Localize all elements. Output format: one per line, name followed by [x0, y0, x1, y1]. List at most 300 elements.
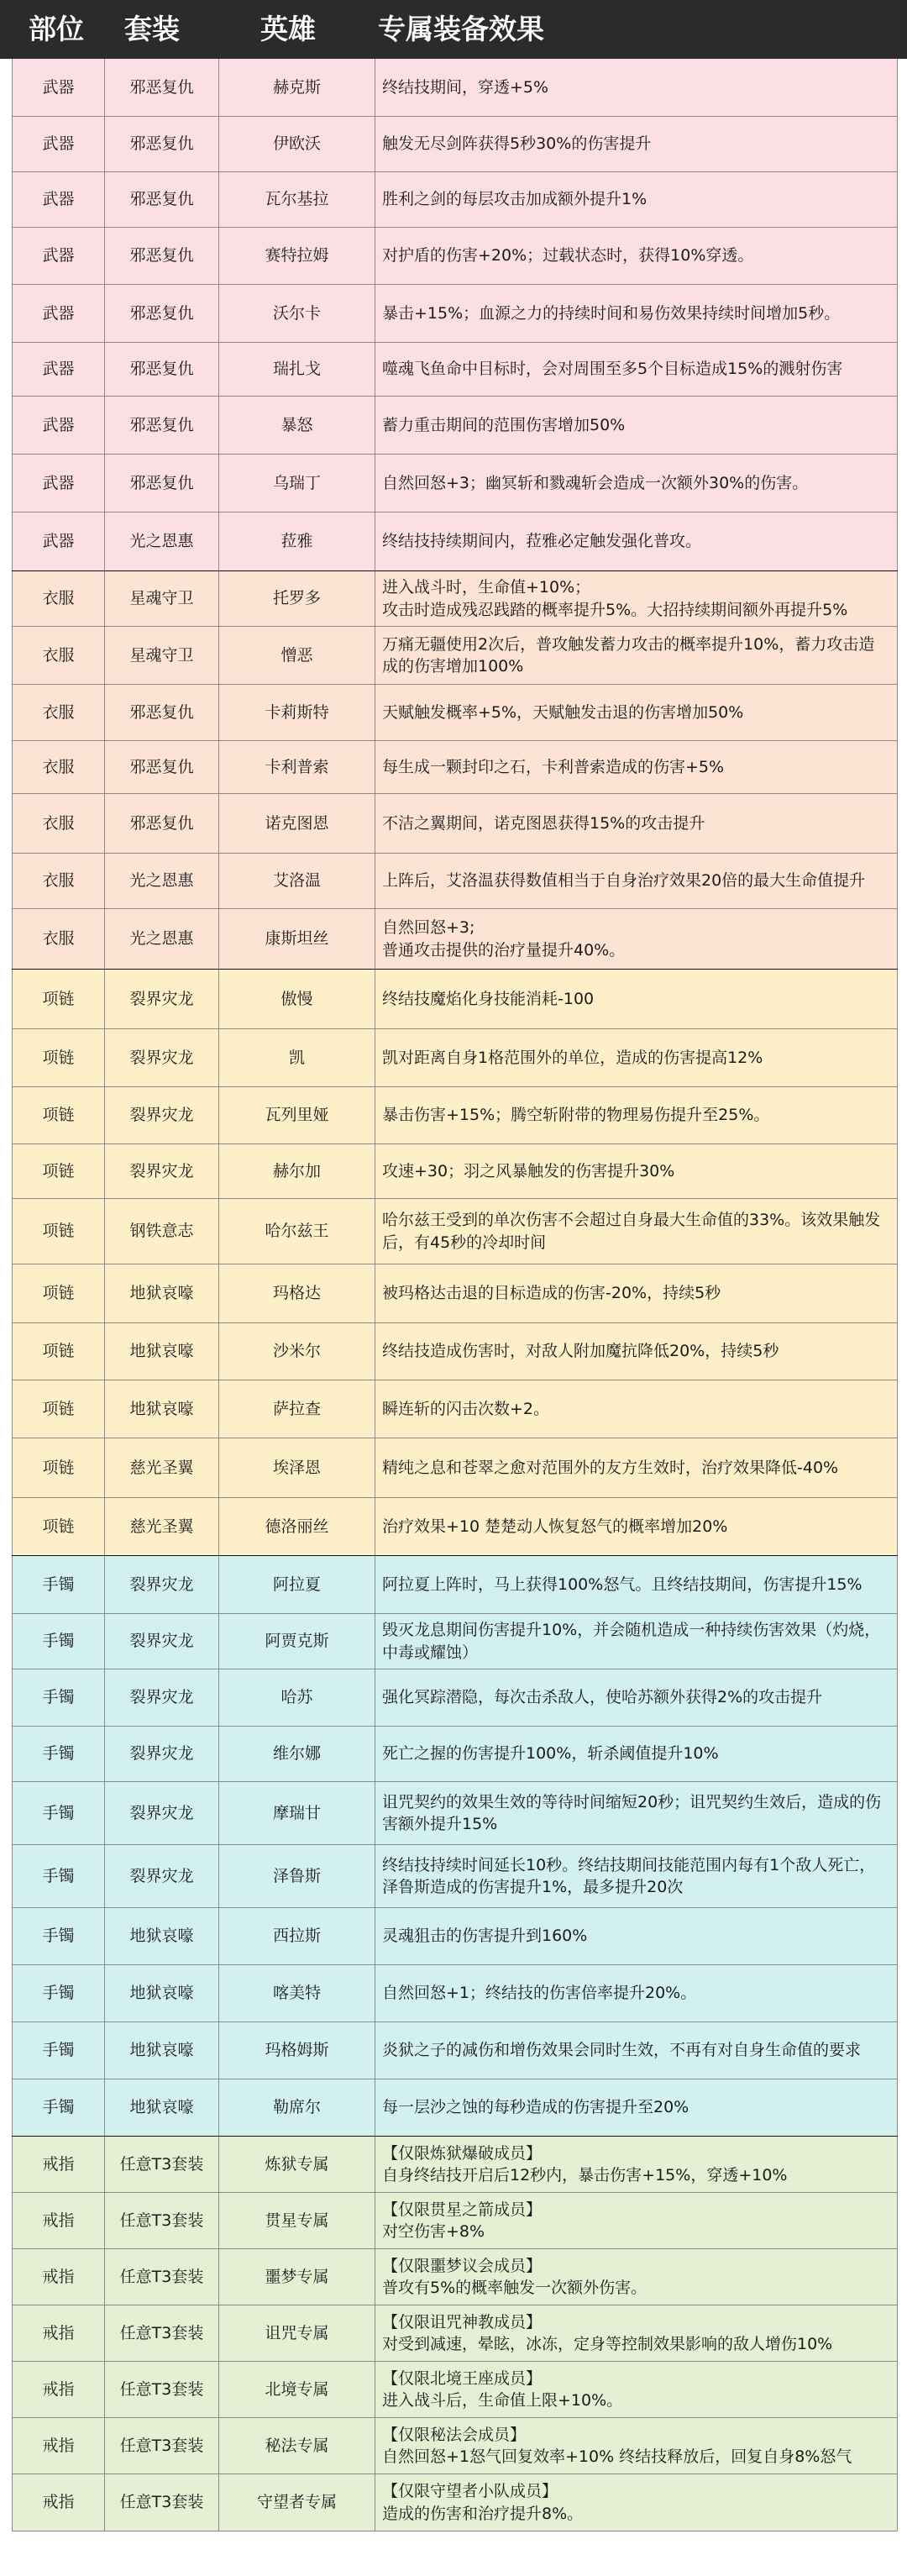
slot-cell-text: 项链: [42, 1161, 75, 1180]
set-cell: [104, 2474, 218, 2531]
table-row: [12, 1380, 898, 1438]
slot-cell: [12, 228, 104, 285]
slot-cell-text: 衣服: [42, 702, 75, 722]
set-cell: [104, 2362, 218, 2418]
hero-cell: [218, 228, 375, 285]
set-cell-text: 光之恩惠: [129, 871, 194, 891]
slot-cell-text: 手镯: [42, 1575, 75, 1594]
slot-cell-text: 项链: [42, 1284, 75, 1303]
effect-cell-text: 自然回怒+1；终结技的伤害倍率提升20%。: [382, 1984, 697, 2003]
hero-cell-text: 贯星专属: [265, 2211, 329, 2230]
hero-cell: [218, 285, 375, 343]
table-row: [12, 59, 898, 117]
table-row: [12, 1614, 898, 1669]
set-cell: [104, 455, 218, 513]
hero-cell-text: 赫尔加: [272, 1161, 321, 1180]
table-row: [12, 627, 898, 685]
hero-cell: [218, 117, 375, 172]
set-cell-text: 裂界灾龙: [129, 989, 194, 1008]
slot-cell: [12, 117, 104, 172]
hero-cell-text: 傲慢: [280, 989, 313, 1008]
effect-cell: [375, 970, 898, 1029]
effect-cell: [375, 854, 898, 909]
effect-cell-text: 死亡之握的伤害提升100%，斩杀阈值提升10%: [382, 1744, 719, 1764]
effect-cell: [375, 117, 898, 172]
effect-cell-text: 阿拉夏上阵时，马上获得100%怒气。且终结技期间，伤害提升15%: [382, 1575, 862, 1594]
effect-cell: [375, 228, 898, 285]
hero-cell: [218, 685, 375, 741]
effect-cell-text: 攻速+30；羽之风暴触发的伤害提升30%: [382, 1161, 675, 1180]
hero-cell-text: 乌瑞丁: [272, 473, 321, 492]
effect-cell-text: 哈尔兹王受到的单次伤害不会超过自身最大生命值的33%。该效果触发后，有45秒的冷却时间: [382, 1211, 881, 1252]
slot-cell-text: 武器: [42, 77, 75, 97]
set-cell: [104, 794, 218, 854]
hero-cell-text: 西拉斯: [272, 1927, 321, 1946]
hero-cell: [218, 2022, 375, 2079]
slot-cell-text: 衣服: [42, 929, 75, 949]
table-row: [12, 2249, 898, 2305]
hero-cell-text: 北境专属: [265, 2379, 329, 2399]
slot-cell-text: 戒指: [42, 2493, 75, 2512]
effect-cell-text: 【仅限贯星之箭成员】 对空伤害+8%: [382, 2200, 543, 2241]
slot-cell-text: 戒指: [42, 2267, 75, 2286]
effect-cell: [375, 2022, 898, 2079]
hero-cell: [218, 1727, 375, 1782]
effect-cell: [375, 1669, 898, 1727]
table-row: [12, 685, 898, 741]
hero-cell-text: 康斯坦丝: [265, 929, 329, 949]
table-row: [12, 909, 898, 970]
table-row: [12, 228, 898, 285]
set-cell: [104, 285, 218, 343]
slot-cell: [12, 1727, 104, 1782]
hero-cell-text: 沃尔卡: [272, 303, 321, 323]
header-set: 套装: [124, 13, 180, 45]
table-row: [12, 794, 898, 854]
effect-cell: [375, 685, 898, 741]
hero-cell-text: 伊欧沃: [272, 134, 321, 154]
slot-cell: [12, 285, 104, 343]
hero-cell-text: 卡莉斯特: [265, 702, 329, 722]
table-row: [12, 117, 898, 172]
table-row: [12, 513, 898, 571]
set-cell: [104, 59, 218, 117]
effect-cell-text: 触发无尽剑阵获得5秒30%的伤害提升: [382, 134, 652, 154]
set-cell-text: 裂界灾龙: [129, 1048, 194, 1067]
effect-cell-text: 对护盾的伤害+20%；过载状态时，获得10%穿透。: [382, 246, 754, 265]
slot-cell-text: 衣服: [42, 645, 75, 665]
hero-cell: [218, 1380, 375, 1438]
effect-cell: [375, 794, 898, 854]
table-row: [12, 1029, 898, 1087]
effect-cell: [375, 1438, 898, 1498]
table-row: [12, 1782, 898, 1845]
set-cell: [104, 1498, 218, 1556]
slot-cell-text: 项链: [42, 1517, 75, 1536]
set-cell-text: 钢铁意志: [129, 1222, 194, 1241]
set-cell-text: 星魂守卫: [129, 589, 194, 608]
set-cell-text: 裂界灾龙: [129, 1688, 194, 1707]
set-cell-text: 任意T3套装: [119, 2267, 204, 2286]
slot-cell: [12, 1908, 104, 1965]
hero-cell-text: 阿拉夏: [272, 1575, 321, 1594]
slot-cell-text: 戒指: [42, 2323, 75, 2342]
hero-cell: [218, 1965, 375, 2022]
slot-cell: [12, 1264, 104, 1323]
set-cell: [104, 343, 218, 397]
slot-cell-text: 武器: [42, 190, 75, 209]
slot-cell: [12, 1323, 104, 1380]
set-cell-text: 地狱哀嚎: [129, 2041, 194, 2060]
set-cell-text: 任意T3套装: [119, 2436, 204, 2455]
header-hero: 英雄: [260, 13, 316, 45]
hero-cell: [218, 794, 375, 854]
hero-cell: [218, 1199, 375, 1264]
effect-cell-text: 终结技持续期间内，菈雅必定触发强化普攻。: [382, 532, 702, 551]
table-row: [12, 2022, 898, 2079]
effect-cell: [375, 172, 898, 228]
slot-cell: [12, 513, 104, 571]
slot-cell-text: 手镯: [42, 1688, 75, 1707]
effect-cell: [375, 1727, 898, 1782]
hero-cell-text: 赛特拉姆: [265, 246, 329, 265]
set-cell-text: 光之恩惠: [129, 532, 194, 551]
effect-cell: [375, 2079, 898, 2137]
effect-cell-text: 上阵后，艾洛温获得数值相当于自身治疗效果20倍的最大生命值提升: [382, 871, 866, 891]
slot-cell: [12, 854, 104, 909]
set-cell: [104, 513, 218, 571]
set-cell-text: 裂界灾龙: [129, 1575, 194, 1594]
hero-cell-text: 憎恶: [280, 645, 313, 665]
slot-cell-text: 戒指: [42, 2436, 75, 2455]
effect-cell-text: 凯对距离自身1格范围外的单位，造成的伤害提高12%: [382, 1048, 763, 1067]
hero-cell-text: 沙米尔: [272, 1342, 321, 1361]
effect-cell: [375, 59, 898, 117]
set-cell-text: 裂界灾龙: [129, 1744, 194, 1764]
effect-cell: [375, 1782, 898, 1845]
hero-cell-text: 暴怒: [280, 415, 313, 434]
set-cell-text: 地狱哀嚎: [129, 1399, 194, 1418]
set-cell-text: 光之恩惠: [129, 929, 194, 949]
slot-cell-text: 手镯: [42, 1744, 75, 1764]
set-cell: [104, 2137, 218, 2193]
hero-cell: [218, 741, 375, 794]
header-slot: 部位: [29, 13, 84, 45]
table-row: [12, 741, 898, 794]
slot-cell: [12, 1087, 104, 1144]
hero-cell: [218, 2249, 375, 2305]
set-cell: [104, 1380, 218, 1438]
effect-cell-text: 【仅限北境王座成员】 进入战斗后，生命值上限+10%。: [382, 2368, 623, 2410]
set-cell-text: 邪恶复仇: [129, 77, 194, 97]
hero-cell: [218, 2305, 375, 2362]
hero-cell: [218, 455, 375, 513]
hero-cell-text: 秘法专属: [265, 2436, 329, 2455]
slot-cell: [12, 2249, 104, 2305]
slot-cell: [12, 1556, 104, 1614]
hero-cell: [218, 627, 375, 685]
effect-cell: [375, 343, 898, 397]
set-cell-text: 裂界灾龙: [129, 1632, 194, 1651]
effect-cell-text: 天赋触发概率+5%，天赋触发击退的伤害增加50%: [382, 702, 744, 722]
slot-cell: [12, 455, 104, 513]
set-cell: [104, 1438, 218, 1498]
set-cell: [104, 1908, 218, 1965]
set-cell-text: 邪恶复仇: [129, 757, 194, 776]
slot-cell: [12, 1614, 104, 1669]
set-cell: [104, 571, 218, 627]
slot-cell: [12, 1029, 104, 1087]
table-row: [12, 1087, 898, 1144]
effect-cell-text: 【仅限诅咒神教成员】 对受到减速，晕眩，冰冻，定身等控制效果影响的敌人增伤10%: [382, 2312, 833, 2353]
slot-cell-text: 项链: [42, 1458, 75, 1477]
hero-cell: [218, 571, 375, 627]
effect-cell: [375, 513, 898, 571]
slot-cell: [12, 1144, 104, 1199]
slot-cell: [12, 2362, 104, 2418]
slot-cell: [12, 1669, 104, 1727]
set-cell: [104, 2079, 218, 2137]
hero-cell-text: 萨拉查: [272, 1399, 321, 1418]
slot-cell-text: 武器: [42, 303, 75, 323]
slot-cell-text: 项链: [42, 1106, 75, 1125]
effect-cell-text: 【仅限炼狱爆破成员】 自身终结技开启后12秒内，暴击伤害+15%，穿透+10%: [382, 2143, 788, 2184]
hero-cell: [218, 1782, 375, 1845]
effect-cell-text: 终结技魔焰化身技能消耗-100: [382, 989, 595, 1008]
effect-cell: [375, 1380, 898, 1438]
hero-cell: [218, 854, 375, 909]
slot-cell-text: 手镯: [42, 2098, 75, 2117]
effect-cell: [375, 1908, 898, 1965]
effect-cell: [375, 1498, 898, 1556]
effect-cell: [375, 455, 898, 513]
hero-cell: [218, 1908, 375, 1965]
set-cell-text: 邪恶复仇: [129, 360, 194, 379]
hero-cell: [218, 172, 375, 228]
table-row: [12, 2079, 898, 2137]
hero-cell-text: 德洛丽丝: [265, 1517, 329, 1536]
hero-cell-text: 凯: [288, 1048, 305, 1067]
hero-cell-text: 卡利普索: [265, 757, 329, 776]
table-row: [12, 1323, 898, 1380]
hero-cell: [218, 1845, 375, 1908]
slot-cell: [12, 794, 104, 854]
effect-cell-text: 强化冥踪潜隐，每次击杀敌人，使哈苏额外获得2%的攻击提升: [382, 1688, 823, 1707]
slot-cell: [12, 970, 104, 1029]
table-row: [12, 1908, 898, 1965]
effect-cell-text: 终结技期间，穿透+5%: [382, 77, 549, 97]
table-row: [12, 1264, 898, 1323]
set-cell: [104, 1199, 218, 1264]
set-cell: [104, 1614, 218, 1669]
hero-cell: [218, 2418, 375, 2474]
slot-cell: [12, 2418, 104, 2474]
hero-cell-text: 哈苏: [280, 1688, 313, 1707]
effect-cell-text: 终结技造成伤害时，对敌人附加魔抗降低20%，持续5秒: [382, 1342, 779, 1361]
set-cell: [104, 2418, 218, 2474]
hero-cell: [218, 2193, 375, 2249]
set-cell-text: 邪恶复仇: [129, 303, 194, 323]
slot-cell: [12, 1380, 104, 1438]
hero-cell: [218, 970, 375, 1029]
set-cell-text: 邪恶复仇: [129, 190, 194, 209]
set-cell-text: 任意T3套装: [119, 2379, 204, 2399]
hero-cell-text: 托罗多: [272, 589, 321, 608]
set-cell: [104, 2193, 218, 2249]
slot-cell: [12, 741, 104, 794]
table-row: [12, 2305, 898, 2362]
effect-cell-text: 胜利之剑的每层攻击加成额外提升1%: [382, 190, 647, 209]
hero-cell-text: 瓦尔基拉: [265, 190, 329, 209]
set-cell: [104, 1029, 218, 1087]
set-cell-text: 慈光圣翼: [129, 1458, 194, 1477]
effect-cell-text: 治疗效果+10 楚楚动人恢复怒气的概率增加20%: [382, 1517, 728, 1536]
effect-cell-text: 【仅限秘法会成员】 自然回怒+1怒气回复效率+10% 终结技释放后，回复自身8%怒气: [382, 2425, 852, 2466]
set-cell-text: 邪恶复仇: [129, 813, 194, 833]
set-cell-text: 裂界灾龙: [129, 1161, 194, 1180]
slot-cell: [12, 2474, 104, 2531]
slot-cell-text: 项链: [42, 1342, 75, 1361]
hero-cell: [218, 2474, 375, 2531]
hero-cell-text: 瑞扎戈: [272, 360, 321, 379]
effect-cell: [375, 2362, 898, 2418]
set-cell: [104, 1782, 218, 1845]
hero-cell-text: 泽鲁斯: [272, 1866, 321, 1885]
slot-cell-text: 衣服: [42, 589, 75, 608]
set-cell: [104, 627, 218, 685]
effect-cell-text: 自然回怒+3；幽冥斩和戮魂斩会造成一次额外30%的伤害。: [382, 473, 809, 492]
hero-cell: [218, 59, 375, 117]
hero-cell: [218, 909, 375, 970]
slot-cell-text: 项链: [42, 1399, 75, 1418]
hero-cell-text: 赫克斯: [272, 77, 321, 97]
effect-cell: [375, 2474, 898, 2531]
slot-cell-text: 手镯: [42, 1984, 75, 2003]
hero-cell: [218, 2362, 375, 2418]
set-cell: [104, 2249, 218, 2305]
hero-cell: [218, 343, 375, 397]
effect-cell: [375, 1614, 898, 1669]
slot-cell-text: 衣服: [42, 813, 75, 833]
hero-cell-text: 瓦列里娅: [265, 1106, 329, 1125]
slot-cell: [12, 2022, 104, 2079]
effect-cell: [375, 1323, 898, 1380]
slot-cell-text: 手镯: [42, 2041, 75, 2060]
set-cell-text: 任意T3套装: [119, 2211, 204, 2230]
slot-cell-text: 手镯: [42, 1927, 75, 1946]
effect-cell-text: 自然回怒+3; 普通攻击提供的治疗量提升40%。: [382, 918, 626, 959]
effect-cell-text: 噬魂飞鱼命中目标时，会对周围至多5个目标造成15%的溅射伤害: [382, 360, 843, 379]
table-row: [12, 2137, 898, 2193]
slot-cell-text: 手镯: [42, 1866, 75, 1885]
set-cell: [104, 854, 218, 909]
hero-cell-text: 摩瑞甘: [272, 1803, 321, 1822]
slot-cell: [12, 1498, 104, 1556]
set-cell-text: 任意T3套装: [119, 2323, 204, 2342]
hero-cell: [218, 513, 375, 571]
hero-cell: [218, 2137, 375, 2193]
hero-cell: [218, 1556, 375, 1614]
effect-cell: [375, 909, 898, 970]
slot-cell-text: 项链: [42, 1222, 75, 1241]
hero-cell-text: 阿贾克斯: [265, 1632, 329, 1651]
effect-cell: [375, 1029, 898, 1087]
effect-cell-text: 瞬连斩的闪击次数+2。: [382, 1399, 550, 1418]
hero-cell-text: 菈雅: [280, 532, 313, 551]
hero-cell-text: 埃泽恩: [272, 1458, 321, 1477]
effect-cell: [375, 2137, 898, 2193]
slot-cell: [12, 397, 104, 455]
set-cell-text: 裂界灾龙: [129, 1106, 194, 1125]
slot-cell: [12, 172, 104, 228]
slot-cell-text: 武器: [42, 415, 75, 434]
set-cell-text: 慈光圣翼: [129, 1517, 194, 1536]
hero-cell-text: 守望者专属: [256, 2493, 337, 2512]
table-row: [12, 1669, 898, 1727]
set-cell: [104, 1556, 218, 1614]
effect-cell: [375, 627, 898, 685]
hero-cell-text: 诺克图恩: [265, 813, 329, 833]
set-cell: [104, 970, 218, 1029]
hero-cell-text: 喀美特: [272, 1984, 321, 2003]
header-effect: 专属装备效果: [378, 13, 544, 45]
slot-cell-text: 衣服: [42, 871, 75, 891]
effect-cell-text: 精纯之息和苍翠之愈对范围外的友方生效时，治疗效果降低-40%: [382, 1458, 839, 1477]
slot-cell: [12, 1199, 104, 1264]
effect-cell: [375, 2249, 898, 2305]
table-row: [12, 172, 898, 228]
effect-cell: [375, 1556, 898, 1614]
table-row: [12, 571, 898, 627]
effect-cell-text: 【仅限噩梦议会成员】 普攻有5%的概率触发一次额外伤害。: [382, 2256, 647, 2297]
set-cell: [104, 1144, 218, 1199]
set-cell-text: 星魂守卫: [129, 645, 194, 665]
set-cell: [104, 1845, 218, 1908]
set-cell: [104, 909, 218, 970]
effect-cell: [375, 1845, 898, 1908]
effect-cell-text: 蓄力重击期间的范围伤害增加50%: [382, 415, 626, 434]
slot-cell-text: 手镯: [42, 1803, 75, 1822]
set-cell-text: 地狱哀嚎: [129, 1927, 194, 1946]
table-row: [12, 854, 898, 909]
slot-cell: [12, 2137, 104, 2193]
hero-cell-text: 玛格姆斯: [265, 2041, 329, 2060]
hero-cell: [218, 1323, 375, 1380]
hero-cell: [218, 1264, 375, 1323]
effect-cell-text: 灵魂狙击的伤害提升到160%: [382, 1927, 588, 1946]
hero-cell: [218, 1498, 375, 1556]
table-row: [12, 1965, 898, 2022]
slot-cell: [12, 685, 104, 741]
slot-cell-text: 戒指: [42, 2154, 75, 2174]
slot-cell-text: 武器: [42, 246, 75, 265]
set-cell: [104, 2305, 218, 2362]
set-cell: [104, 1323, 218, 1380]
slot-cell-text: 项链: [42, 1048, 75, 1067]
hero-cell-text: 维尔娜: [272, 1744, 321, 1764]
effect-cell: [375, 1144, 898, 1199]
hero-cell-text: 勒席尔: [272, 2098, 321, 2117]
effect-cell-text: 每一层沙之蚀的每秒造成的伤害提升至20%: [382, 2098, 689, 2117]
table-header: [0, 0, 907, 59]
set-cell-text: 任意T3套装: [119, 2154, 204, 2174]
slot-cell: [12, 1438, 104, 1498]
effect-cell: [375, 2305, 898, 2362]
set-cell: [104, 741, 218, 794]
slot-cell-text: 武器: [42, 360, 75, 379]
set-cell: [104, 117, 218, 172]
effect-cell-text: 暴击伤害+15%；腾空斩附带的物理易伤提升至25%。: [382, 1106, 770, 1125]
